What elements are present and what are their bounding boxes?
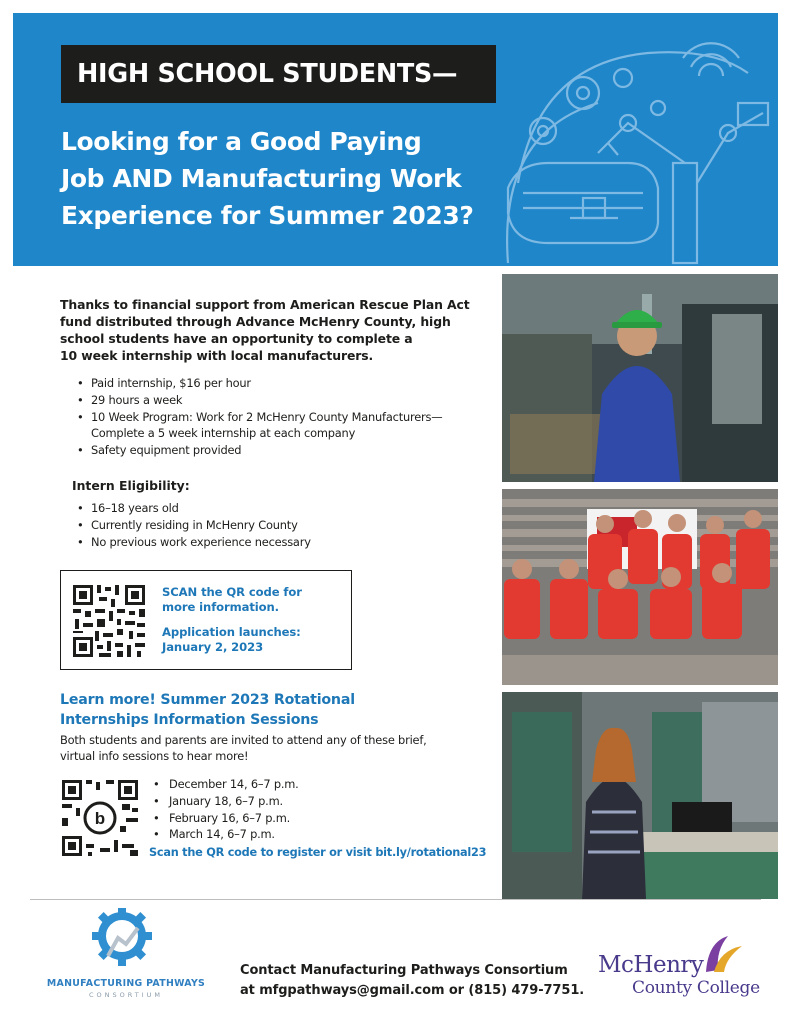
session-dates-list [152, 776, 299, 843]
list-item: • Safety equipment provided [76, 442, 442, 459]
sessions-heading [60, 690, 355, 730]
list-item: • December 14, 6–7 p.m. [152, 776, 299, 793]
intro-line: Thanks to financial support from American Rescue Plan Act [60, 297, 470, 312]
group-photo-illustration [502, 489, 778, 685]
qr-code-icon[interactable] [71, 583, 147, 659]
org-subtitle: CONSORTIUM [88, 991, 164, 999]
photo-student-group [502, 489, 778, 685]
qr-info-box [60, 570, 352, 670]
machine-photo-illustration [502, 692, 778, 899]
launch-line: Application launches: [162, 625, 301, 639]
sessions-description [60, 732, 427, 764]
list-item-line: Complete a 5 week internship at each company [91, 426, 356, 441]
sessions-heading-line: Internships Information Sessions [60, 712, 319, 728]
list-item: • February 16, 6–7 p.m. [152, 810, 299, 827]
headline-line: Job AND Manufacturing Work [61, 164, 462, 193]
factory-photo-illustration [502, 274, 778, 482]
hero-banner [13, 13, 778, 266]
list-item: • March 14, 6–7 p.m. [152, 826, 299, 843]
photo-student-in-factory [502, 274, 778, 482]
intro-line: school students have an opportunity to complete a [60, 331, 413, 346]
headline-line: Looking for a Good Paying [61, 127, 422, 156]
eligibility-list [76, 500, 311, 550]
list-item: • January 18, 6–7 p.m. [152, 793, 299, 810]
contact-info [240, 961, 584, 1001]
intro-line: fund distributed through Advance McHenry County, high [60, 314, 451, 329]
qr-scan-text [162, 585, 302, 615]
qr-scan-line: SCAN the QR code for [162, 585, 302, 599]
list-item: • Paid internship, $16 per hour [76, 375, 442, 392]
list-item: • Currently residing in McHenry County [76, 517, 311, 534]
page-headline [61, 123, 531, 234]
contact-line[interactable]: at mfgpathways@gmail.com or (815) 479-7751. [240, 983, 585, 998]
org-name: MANUFACTURING PATHWAYS [46, 978, 206, 989]
sessions-description-line: Both students and parents are invited to attend any of these brief, [60, 733, 427, 747]
intro-paragraph [60, 296, 480, 364]
list-item: • 29 hours a week [76, 392, 442, 409]
register-qr-code-icon[interactable] [60, 778, 140, 858]
list-item: • No previous work experience necessary [76, 534, 311, 551]
application-launch-text [162, 625, 301, 655]
qr-scan-line: more information. [162, 600, 279, 614]
contact-line: Contact Manufacturing Pathways Consortium [240, 963, 568, 978]
sessions-description-line: virtual info sessions to hear more! [60, 749, 249, 763]
college-name-line1: McHenry [598, 952, 704, 978]
register-link[interactable]: Scan the QR code to register or visit bit.ly/rotational23 [149, 846, 487, 859]
intro-line: 10 week internship with local manufacturers. [60, 348, 374, 363]
footer-divider [30, 899, 761, 900]
list-item-line: • 10 Week Program: Work for 2 McHenry County Manufacturers— [91, 409, 443, 424]
benefits-list [76, 375, 442, 459]
headline-line: Experience for Summer 2023? [61, 201, 474, 230]
audience-label: HIGH SCHOOL STUDENTS— [61, 45, 496, 103]
list-item: • 16–18 years old [76, 500, 311, 517]
eligibility-heading: Intern Eligibility: [72, 478, 190, 493]
sessions-heading-line: Learn more! Summer 2023 Rotational [60, 692, 355, 708]
list-item [76, 409, 442, 443]
photo-student-at-machine [502, 692, 778, 899]
launch-line: January 2, 2023 [162, 640, 264, 654]
svg-text:b: b [94, 809, 106, 828]
college-name-line2: County College [632, 978, 760, 998]
